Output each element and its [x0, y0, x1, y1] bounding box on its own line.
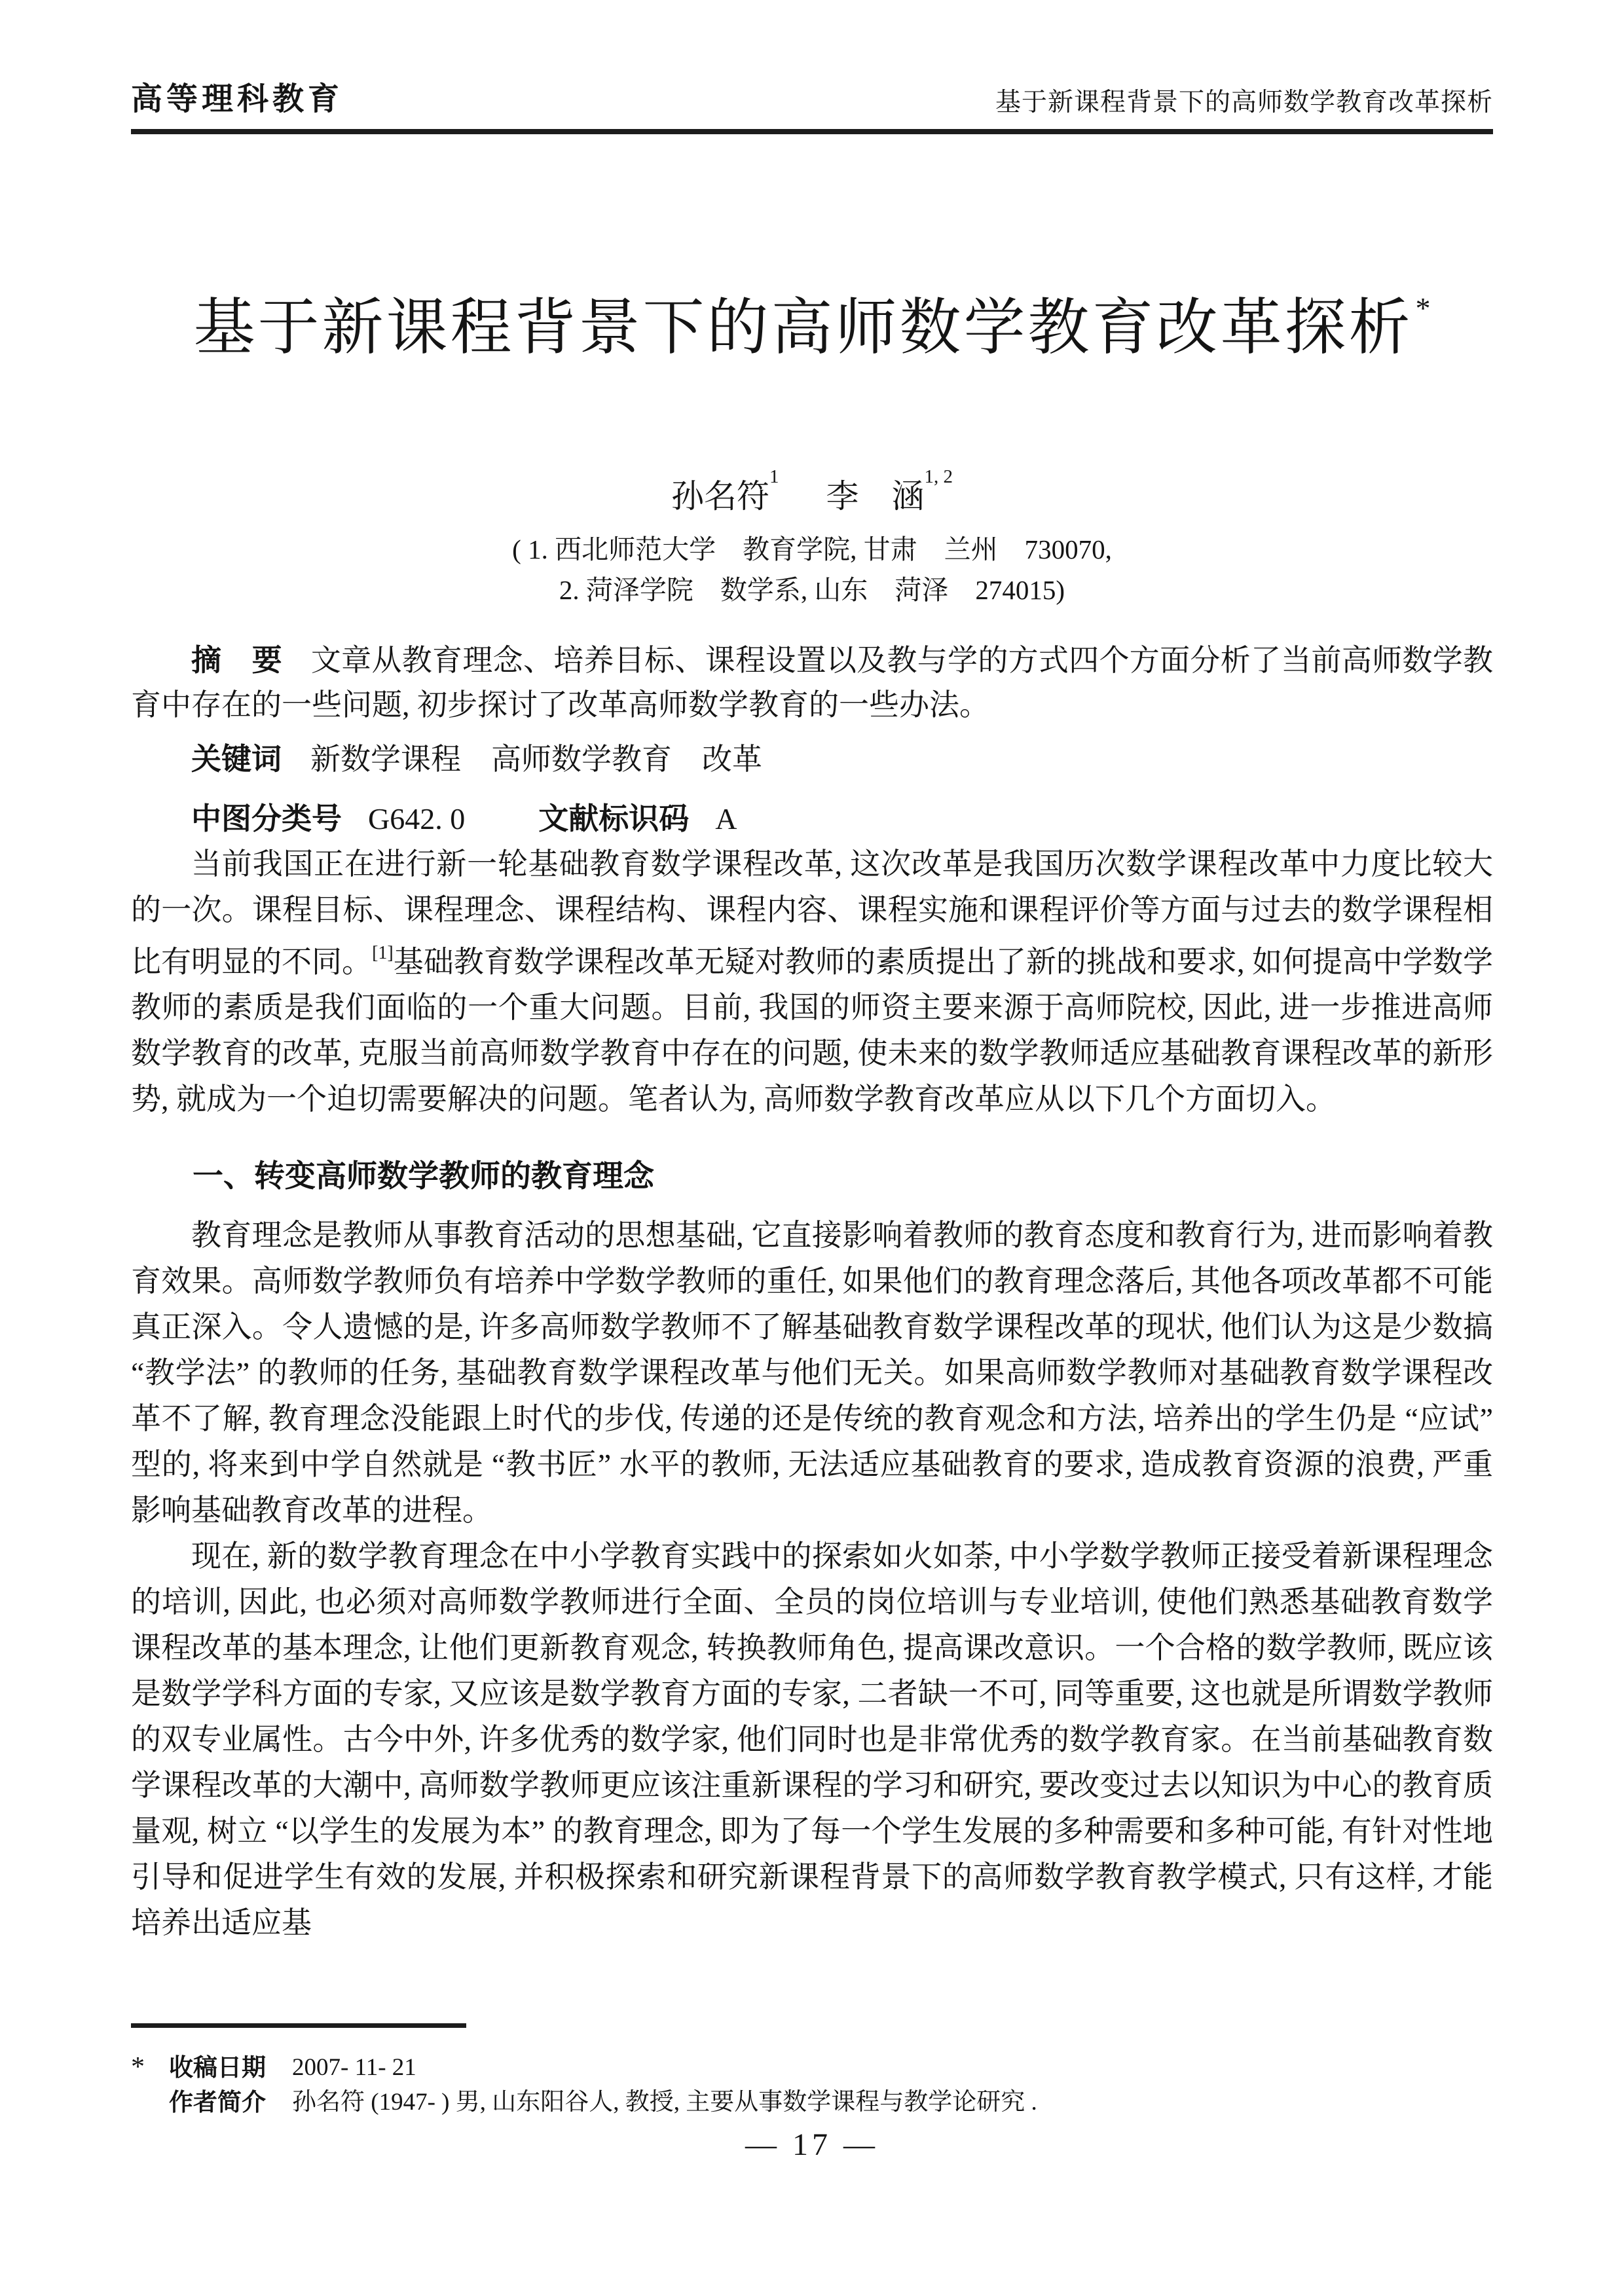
footnote-marker-spacer [131, 2085, 169, 2120]
journal-name: 高等理科教育 [131, 82, 344, 117]
footnote-author-bio-line [131, 2085, 1493, 2120]
abstract [131, 638, 1493, 727]
paragraph-1 [131, 841, 1493, 1122]
paragraph-1-text: 当前我国正在进行新一轮基础教育数学课程改革, 这次改革是我国历次数学课程改革中力度比较大的一次。课程目标、课程理念、课程结构、课程内容、课程实施和课程评价等方面与过去的数学课程相比有明显的不同。 [131, 847, 1493, 979]
abstract-label: 摘 要 [191, 642, 282, 677]
section-heading-1: 一、转变高师数学教师的教育理念 [193, 1158, 654, 1194]
article-body [131, 841, 1493, 1946]
clc-value: G642. 0 [368, 801, 466, 835]
author-2-affiliation-superscript: 1, 2 [924, 466, 953, 488]
footnote-received-date-line [131, 2050, 1493, 2085]
footnote-separator-rule [131, 2023, 466, 2028]
author-bio-value: 孙名符 (1947- ) 男, 山东阳谷人, 教授, 主要从事数学课程与教学论研究 . [292, 2089, 1037, 2116]
abstract-text: 文章从教育理念、培养目标、课程设置以及教与学的方式四个方面分析了当前高师数学教育中存在的一些问题, 初步探讨了改革高师数学教育的一些办法。 [131, 643, 1494, 722]
document-code-value: A [715, 801, 737, 835]
affiliation-line-1: ( 1. 西北师范大学 教育学院, 甘肃 兰州 730070, [512, 534, 1112, 564]
page-number: — 17 — [745, 2127, 879, 2162]
author-bio-label: 作者简介 [169, 2089, 266, 2116]
article-title-text: 基于新课程背景下的高师数学教育改革探析 [193, 294, 1413, 362]
author-name-2: 李 涵 [826, 477, 925, 515]
received-date-label: 收稿日期 [169, 2054, 266, 2081]
clc-line [131, 796, 1493, 841]
keywords-label: 关键词 [191, 741, 282, 776]
author-1-affiliation-superscript: 1 [769, 466, 779, 488]
paragraph-1-text-continued: 基础教育数学课程改革无疑对教师的素质提出了新的挑战和要求, 如何提高中学数学教师的素质是我们面临的一个重大问题。目前, 我国的师资主要来源于高师院校, 因此, 进一步推进高师数学教育的改革, 克服当前高师数学教育中存在的问题, 使未来的数学教师适应基础教育课程改革的新形势, 就成为一个迫切需要解决的问题。笔者认为, 高师数学教育改革应从以下几个方面切入。 [131, 945, 1494, 1116]
footnote-block [131, 2023, 1493, 2120]
author-name-1: 孙名符 [671, 477, 769, 515]
clc-label: 中图分类号 [191, 801, 342, 835]
paragraph-3: 现在, 新的数学教育理念在中小学教育实践中的探索如火如荼, 中小学数学教师正接受着新课程理念的培训, 因此, 也必须对高师数学教师进行全面、全员的岗位培训与专业培训, 使他们熟悉基础教育数学课程改革的基本理念, 让他们更新教育观念, 转换教师角色, 提高课改意识。一个合格的数学教师, 既应该是数学学科方面的专家, 又应该是数学教育方面的专家, 二者缺一不可, 同等重要, 这也就是所谓数学教师的双专业属性。古今中外, 许多优秀的数学家, 他们同时也是非常优秀的数学教育家。在当前基础教育数学课程改革的大潮中, 高师数学教师更应该注重新课程的学习和研究, 要改变过去以知识为中心的教育质量观, 树立 “以学生的发展为本” 的教育理念, 即为了每一个学生发展的多种需要和多种可能, 有针对性地引导和促进学生有效的发展, 并积极探索和研究新课程背景下的高师数学教育教学模式, 只有这样, 才能培养出适应基 [131, 1539, 1494, 1940]
article-title [131, 291, 1493, 365]
affiliation-line-2: 2. 菏泽学院 数学系, 山东 菏泽 274015) [559, 574, 1065, 605]
title-footnote-marker: * [1415, 291, 1433, 325]
footnote-marker: * [131, 2052, 145, 2082]
reference-marker-1: [1] [372, 942, 394, 963]
author-line [131, 466, 1493, 517]
running-title: 基于新课程背景下的高师数学教育改革探析 [995, 88, 1493, 117]
received-date-value: 2007- 11- 21 [292, 2054, 416, 2081]
affiliations [131, 529, 1493, 610]
keywords-text: 新数学课程 高师数学教育 改革 [310, 742, 762, 776]
keywords [131, 737, 1493, 782]
page-header [131, 0, 1493, 134]
document-code-label: 文献标识码 [538, 801, 690, 835]
paragraph-2: 教育理念是教师从事教育活动的思想基础, 它直接影响着教师的教育态度和教育行为, 进而影响着教育效果。高师数学教师负有培养中学数学教师的重任, 如果他们的教育理念落后, 其他各项改革都不可能真正深入。令人遗憾的是, 许多高师数学教师不了解基础教育数学课程改革的现状, 他们认为这是少数搞 “教学法” 的教师的任务, 基础教育数学课程改革与他们无关。如果高师数学教师对基础教育数学课程改革不了解, 教育理念没能跟上时代的步伐, 传递的还是传统的教育观念和方法, 培养出的学生仍是 “应试” 型的, 将来到中学自然就是 “教书匠” 水平的教师, 无法适应基础教育的要求, 造成教育资源的浪费, 严重影响基础教育改革的进程。 [131, 1219, 1493, 1528]
